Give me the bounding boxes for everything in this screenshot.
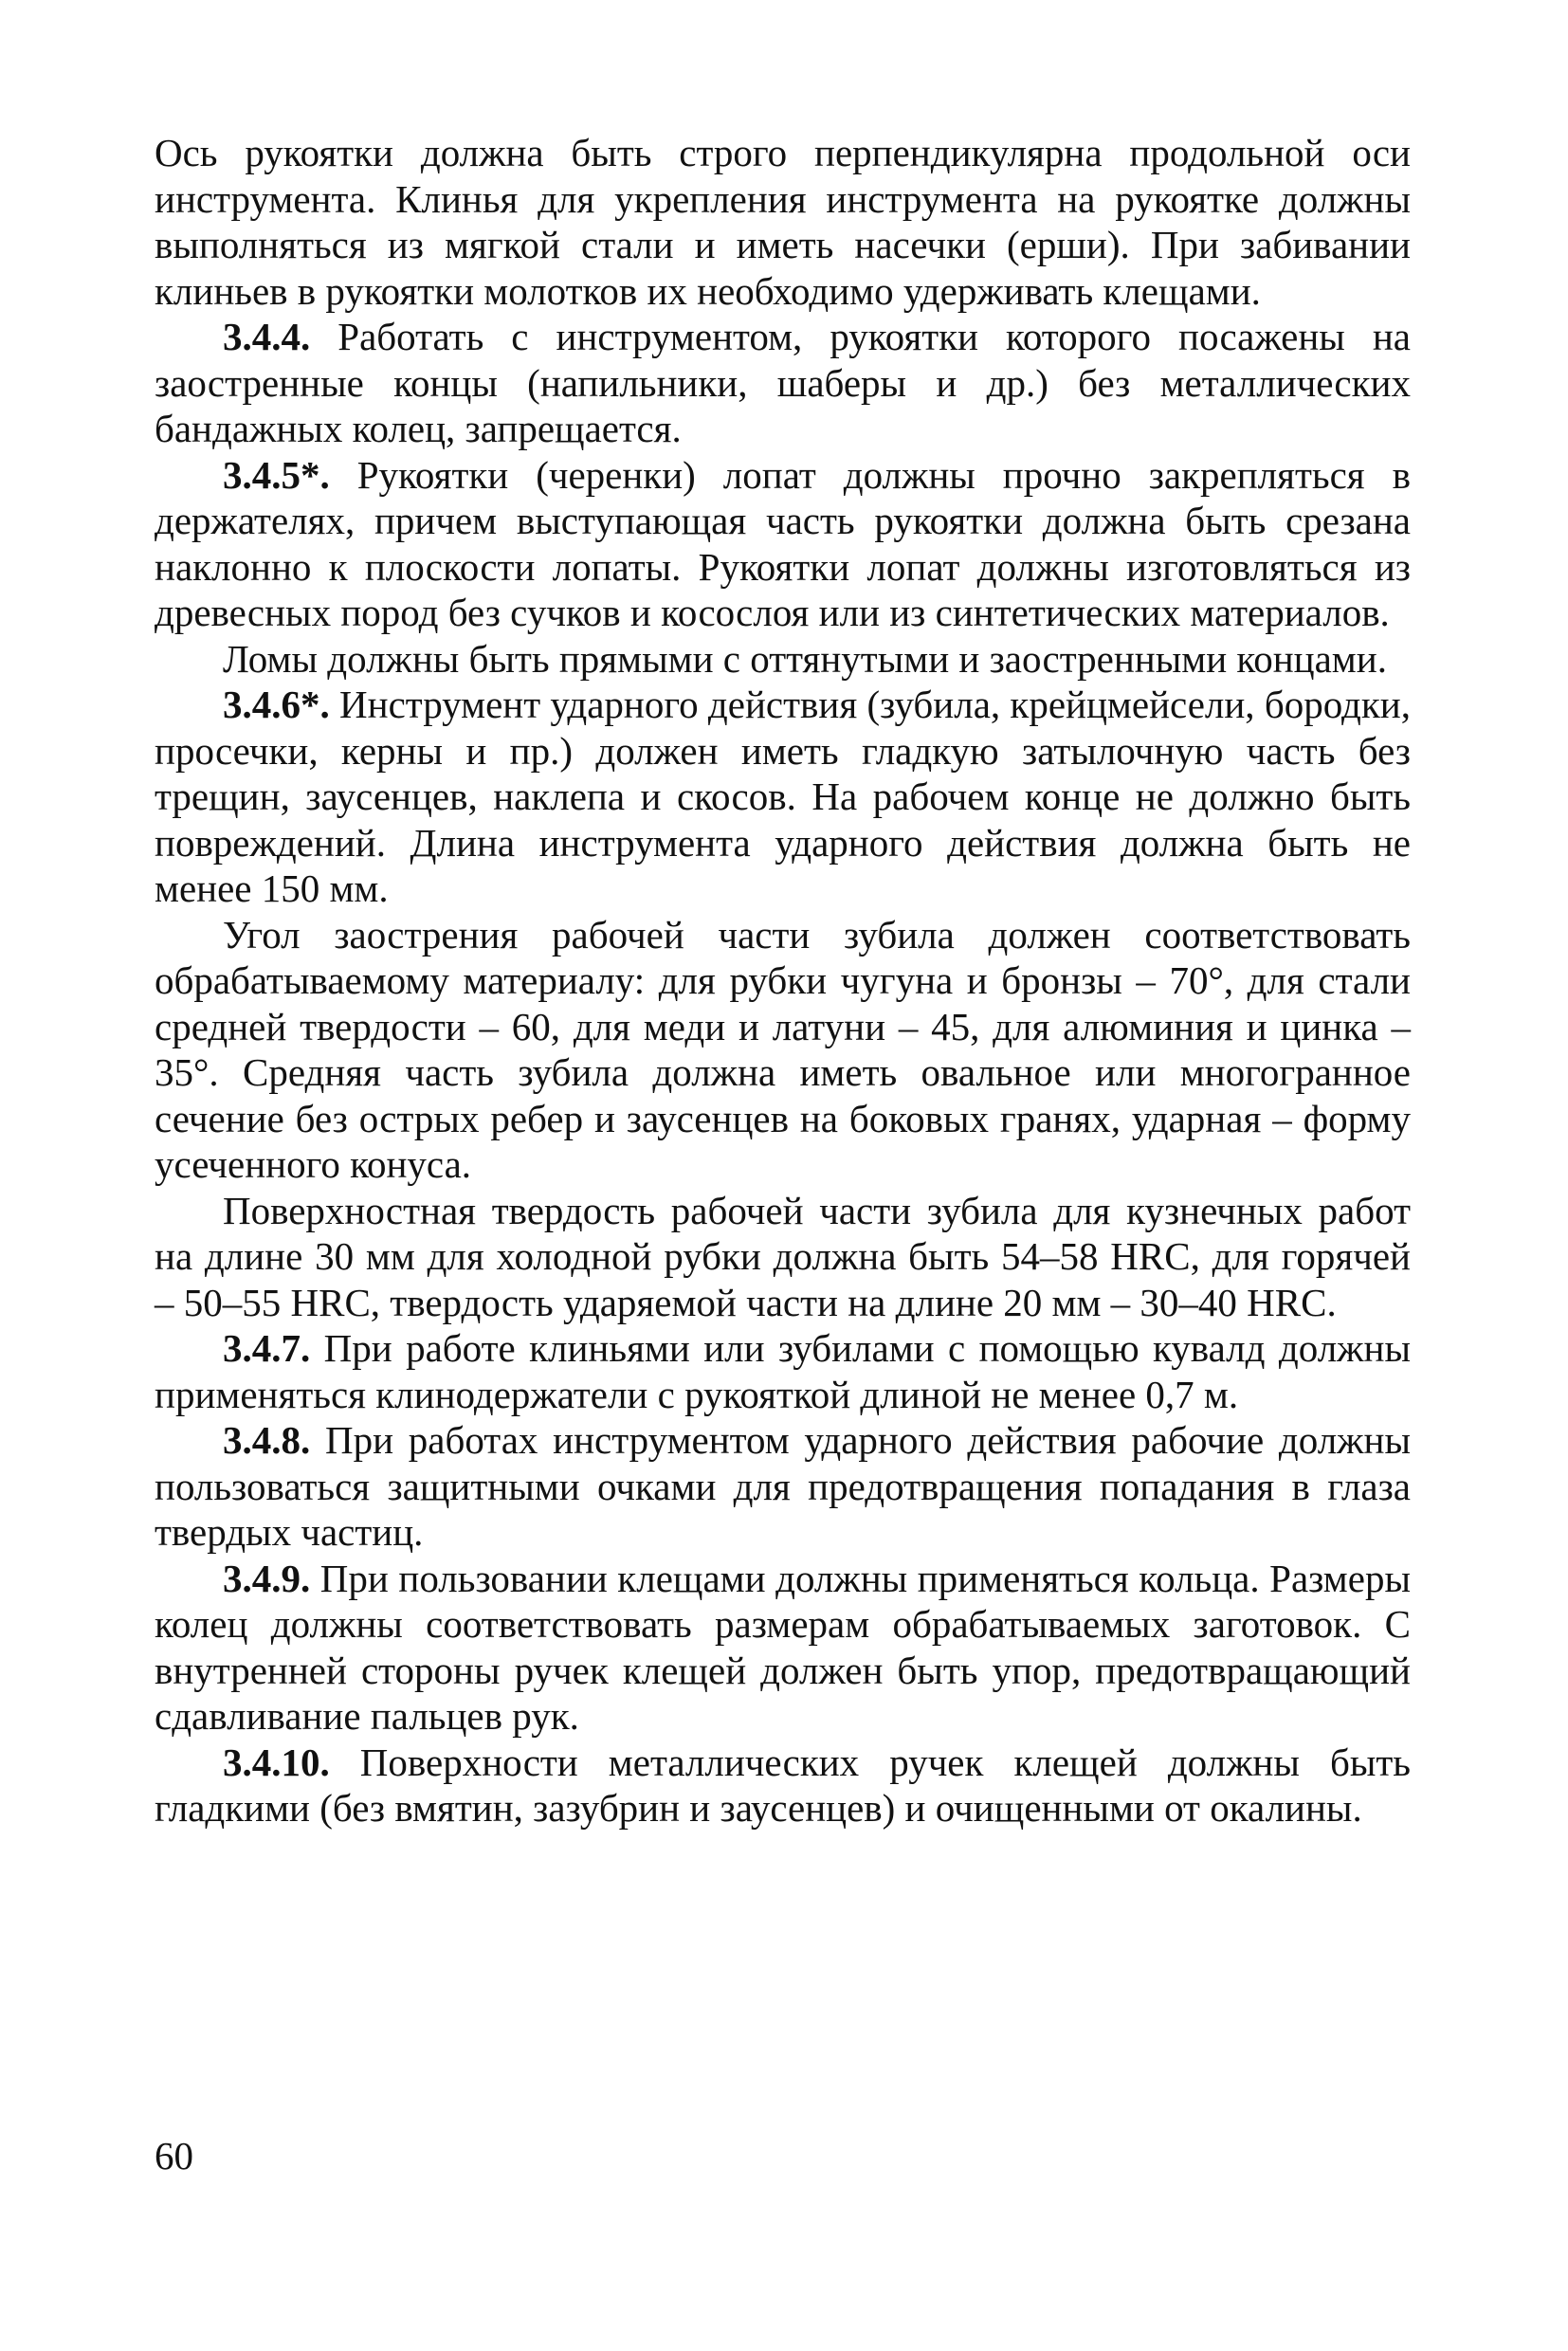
section-number: 3.4.7. [223,1326,311,1370]
section-number: 3.4.8. [223,1418,311,1462]
paragraph-3-4-10 [155,1740,1411,1832]
section-number: 3.4.9. [223,1556,311,1600]
section-number: 3.4.6*. [223,683,330,726]
paragraph-text: При работе клиньями или зубилами с помощью кувалд должны применяться клинодержатели с рукояткой длиной не менее 0,7 м. [155,1326,1411,1416]
paragraph-3-4-6 [155,682,1411,912]
paragraph-crowbars [155,636,1411,683]
paragraph-3-4-8 [155,1417,1411,1556]
section-number: 3.4.10. [223,1740,330,1784]
paragraph-text: Ломы должны быть прямыми с оттянутыми и заостренными концами. [223,636,1387,681]
body-text [155,130,1411,1832]
paragraph-text: Инструмент ударного действия (зубила, крейцмейсели, бородки, просечки, керны и пр.) должен иметь гладкую затылочную часть без трещин, заусенцев, наклепа и скосов. На рабочем конце не должно быть повреждений. Длина инструмента ударного действия должна быть не менее 150 мм. [155,683,1411,910]
paragraph-text: Ось рукоятки должна быть строго перпендикулярна продольной оси инструмента. Клинья для укрепления инструмента на рукоятке должны выполняться из мягкой стали и иметь насечки (ерши). При забивании клиньев в рукоятки молотков их необходимо удерживать клещами. [155,131,1411,313]
paragraph-text: При работах инструментом ударного действия рабочие должны пользоваться защитными очками для предотвращения попадания в глаза твердых частиц. [155,1418,1411,1554]
paragraph-3-4-4 [155,314,1411,452]
paragraph-text: Поверхности металлических ручек клещей должны быть гладкими (без вмятин, зазубрин и заусенцев) и очищенными от окалины. [155,1740,1411,1830]
section-number: 3.4.4. [223,315,311,358]
paragraph-text: Работать с инструментом, рукоятки которого посажены на заостренные концы (напильники, шаберы и др.) без металлических бандажных колец, запрещается. [155,315,1411,450]
section-number: 3.4.5*. [223,452,330,497]
paragraph-3-4-7 [155,1325,1411,1417]
paragraph-chisel-angle [155,912,1411,1188]
paragraph-text: При пользовании клещами должны применяться кольца. Размеры колец должны соответствовать размерам обрабатываемых заготовок. С внутренней стороны ручек клещей должен быть упор, предотвращающий сдавливание пальцев рук. [155,1556,1411,1738]
paragraph-text: Угол заострения рабочей части зубила должен соответствовать обрабатываемому материалу: для рубки чугуна и бронзы – 70°, для стали средней твердости – 60, для меди и латуни – 45, для алюминия и цинка – 35°. Средняя часть зубила должна иметь овальное или многогранное сечение без острых ребер и заусенцев на боковых гранях, ударная – форму усеченного конуса. [155,912,1411,1186]
paragraph-3-4-5 [155,452,1411,636]
page-number: 60 [155,2134,193,2178]
paragraph-3-4-9 [155,1556,1411,1740]
paragraph-handle-axis [155,130,1411,314]
paragraph-text: Поверхностная твердость рабочей части зубила для кузнечных работ на длине 30 мм для холодной рубки должна быть 54–58 HRC, для горячей – 50–55 HRC, твердость ударяемой части на длине 20 мм – 30–40 HRC. [155,1188,1411,1324]
paragraph-chisel-hardness [155,1188,1411,1326]
paragraph-text: Рукоятки (черенки) лопат должны прочно закрепляться в держателях, причем выступающая часть рукоятки должна быть срезана наклонно к плоскости лопаты. Рукоятки лопат должны изготовляться из древесных пород без сучков и косослоя или из синтетических материалов. [155,452,1411,634]
